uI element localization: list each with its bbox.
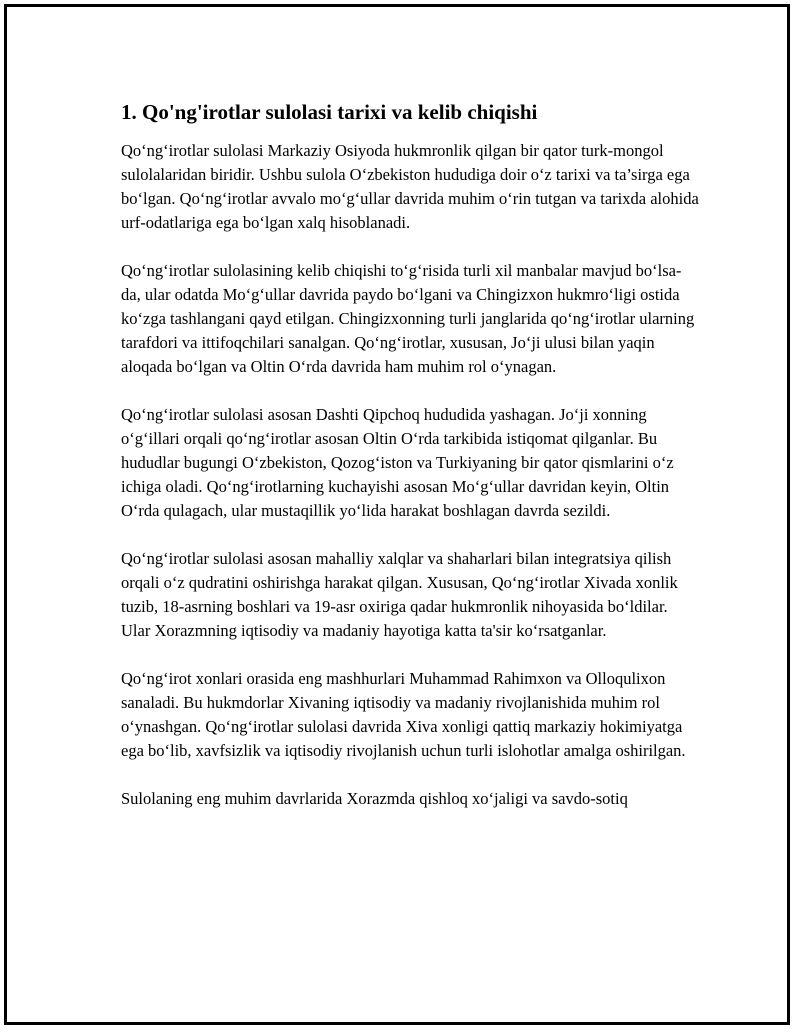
- paragraph-2: Qo‘ng‘irotlar sulolasining kelib chiqishi to‘g‘risida turli xil manbalar mavjud bo‘lsa-da, ular odatda Mo‘g‘ullar davrida paydo bo‘lgani va Chingizxon hukmro‘ligi ostida ko‘zga tashlangani qayd etilgan. Chingizxonning turli janglarida qo‘ng‘irotlar ularning tarafdori va ittifoqchilari sanalgan. Qo‘ng‘irotlar, xususan, Jo‘ji ulusi bilan yaqin aloqada bo‘lgan va Oltin O‘rda davrida ham muhim rol o‘ynagan.: [121, 261, 695, 376]
- page-frame: [4, 4, 790, 1025]
- paragraph-5: Qo‘ng‘irot xonlari orasida eng mashhurlari Muhammad Rahimxon va Olloqulixon sanaladi. Bu hukmdorlar Xivaning iqtisodiy va madaniy rivojlanishida muhim rol o‘ynashgan. Qo‘ng‘irotlar sulolasi davrida Xiva xonligi qattiq markaziy hokimiyatga ega bo‘lib, xavfsizlik va iqtisodiy rivojlanish uchun turli islohotlar amalga oshirilgan.: [121, 669, 686, 760]
- paragraph-1: Qo‘ng‘irotlar sulolasi Markaziy Osiyoda hukmronlik qilgan bir qator turk-mongol sulolalaridan biridir. Ushbu sulola O‘zbekiston hududiga doir o‘z tarixi va ta’sirga ega bo‘lgan. Qo‘ng‘irotlar avvalo mo‘g‘ullar davrida muhim o‘rin tutgan va tarixda alohida urf-odatlariga ega bo‘lgan xalq hisoblanadi.: [121, 141, 699, 232]
- document-body: [121, 99, 701, 835]
- paragraph-3: Qo‘ng‘irotlar sulolasi asosan Dashti Qipchoq hududida yashagan. Jo‘ji xonning o‘g‘illari orqali qo‘ng‘irotlar asosan Oltin O‘rda tarkibida istiqomat qilganlar. Bu hududlar bugungi O‘zbekiston, Qozog‘iston va Turkiyaning bir qator qismlarini o‘z ichiga oladi. Qo‘ng‘irotlarning kuchayishi asosan Mo‘g‘ullar davridan keyin, Oltin O‘rda qulagach, ular mustaqillik yo‘lida harakat boshlagan davrda sezildi.: [121, 405, 674, 520]
- paragraph-6: Sulolaning eng muhim davrlarida Xorazmda qishloq xo‘jaligi va savdo-sotiq: [121, 789, 628, 808]
- section-heading: 1. Qo'ng'irotlar sulolasi tarixi va kelib chiqishi: [121, 100, 538, 124]
- paragraph-4: Qo‘ng‘irotlar sulolasi asosan mahalliy xalqlar va shaharlari bilan integratsiya qilish orqali o‘z qudratini oshirishga harakat qilgan. Xususan, Qo‘ng‘irotlar Xivada xonlik tuzib, 18-asrning boshlari va 19-asr oxiriga qadar hukmronlik nihoyasida bo‘ldilar. Ular Xorazmning iqtisodiy va madaniy hayotiga katta ta'sir ko‘rsatganlar.: [121, 549, 678, 640]
